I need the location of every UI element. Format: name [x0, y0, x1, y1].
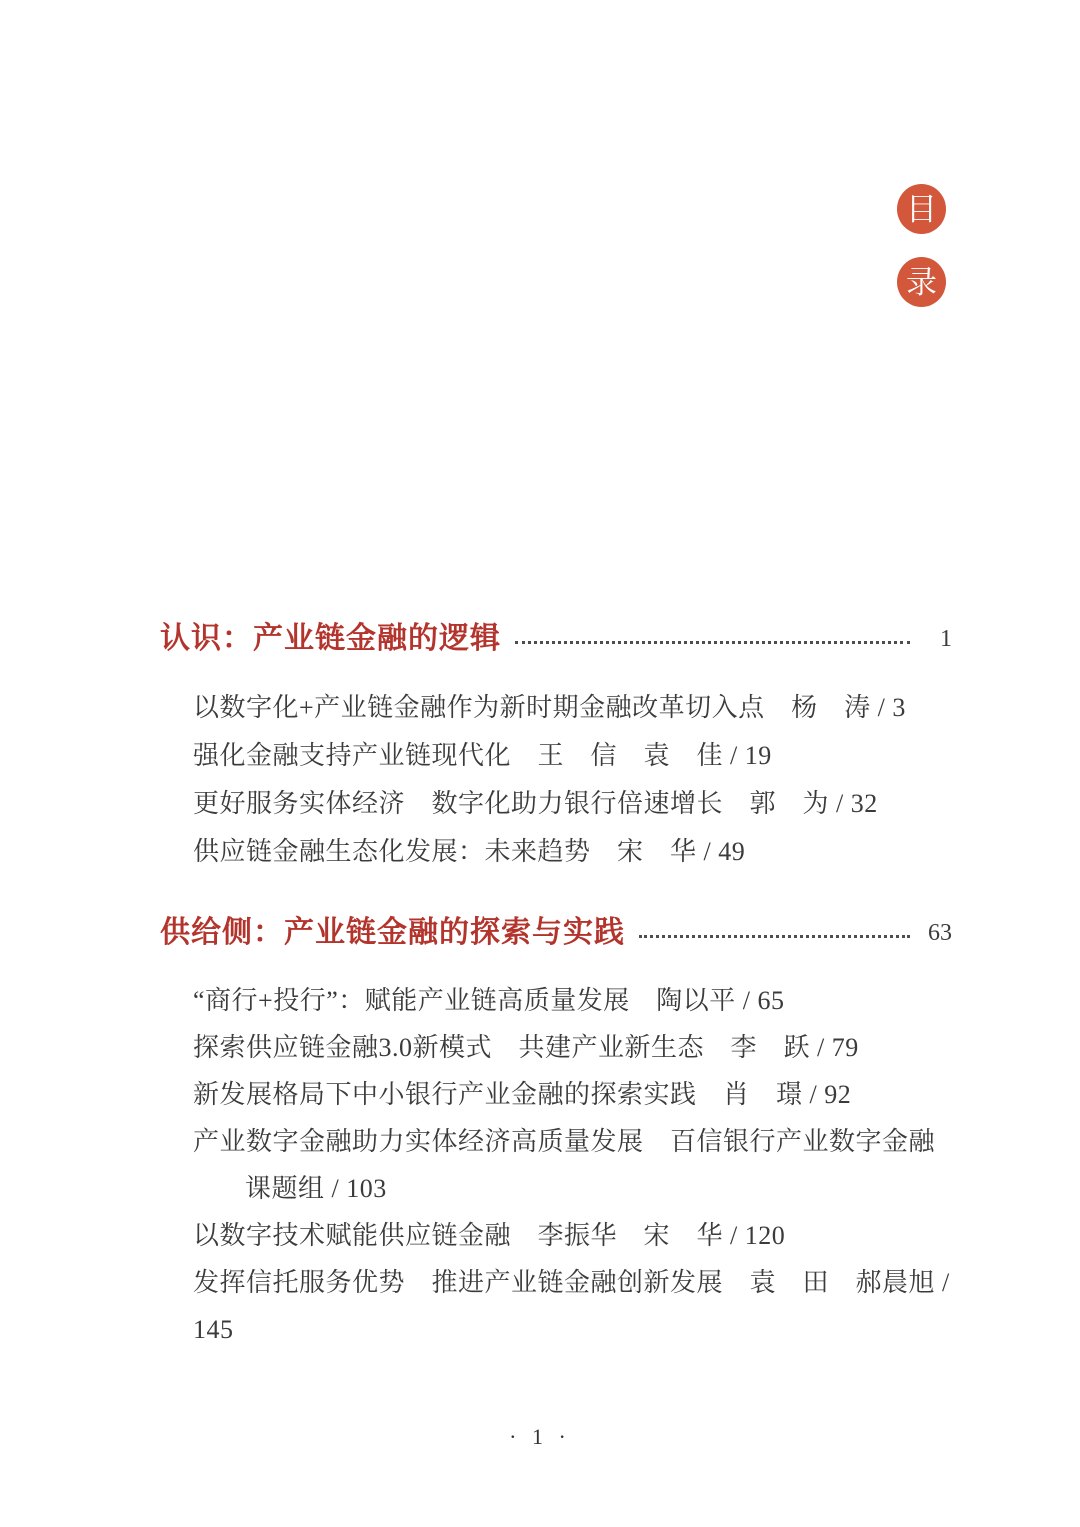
- dot-leader: [639, 935, 910, 938]
- section-entries: [193, 684, 952, 876]
- toc-entry-continuation: 课题组 / 103: [245, 1174, 387, 1203]
- section-heading: 供给侧：产业链金融的探索与实践: [160, 916, 625, 949]
- section-heading: 认识：产业链金融的逻辑: [160, 622, 501, 655]
- toc-entry: 供应链金融生态化发展：未来趋势 宋 华 / 49: [193, 837, 746, 866]
- toc-entry: 探索供应链金融3.0新模式 共建产业新生态 李 跃 / 79: [193, 1033, 859, 1062]
- toc-entry: 以数字技术赋能供应链金融 李振华 宋 华 / 120: [193, 1221, 786, 1250]
- page-number-footer: · 1 ·: [509, 1424, 571, 1449]
- section-heading-row: [160, 914, 952, 952]
- toc-entry: 更好服务实体经济 数字化助力银行倍速增长 郭 为 / 32: [193, 789, 878, 818]
- toc-entry: 新发展格局下中小银行产业金融的探索实践 肖 璟 / 92: [193, 1080, 852, 1109]
- toc-entry: 强化金融支持产业链现代化 王 信 袁 佳 / 19: [193, 741, 772, 770]
- section-page-number: 1: [940, 626, 952, 652]
- toc-badge: [897, 184, 946, 307]
- toc-entry: 发挥信托服务优势 推进产业链金融创新发展 袁 田 郝晨旭 / 145: [193, 1268, 957, 1344]
- section-heading-row: [160, 620, 952, 658]
- toc-badge-circle-lu: [897, 257, 946, 307]
- toc-badge-char: 目: [906, 191, 937, 227]
- toc-entry: 产业数字金融助力实体经济高质量发展 百信银行产业数字金融: [193, 1127, 936, 1156]
- toc-badge-circle-mu: [897, 184, 946, 234]
- section-page-number: 63: [928, 920, 952, 946]
- toc-entry: 以数字化+产业链金融作为新时期金融改革切入点 杨 涛 / 3: [193, 693, 906, 722]
- toc-badge-char: 录: [906, 264, 937, 300]
- toc-entry: “商行+投行”：赋能产业链高质量发展 陶以平 / 65: [193, 986, 785, 1015]
- section-entries: [193, 977, 957, 1353]
- dot-leader: [515, 641, 910, 644]
- toc-content: [160, 620, 957, 1353]
